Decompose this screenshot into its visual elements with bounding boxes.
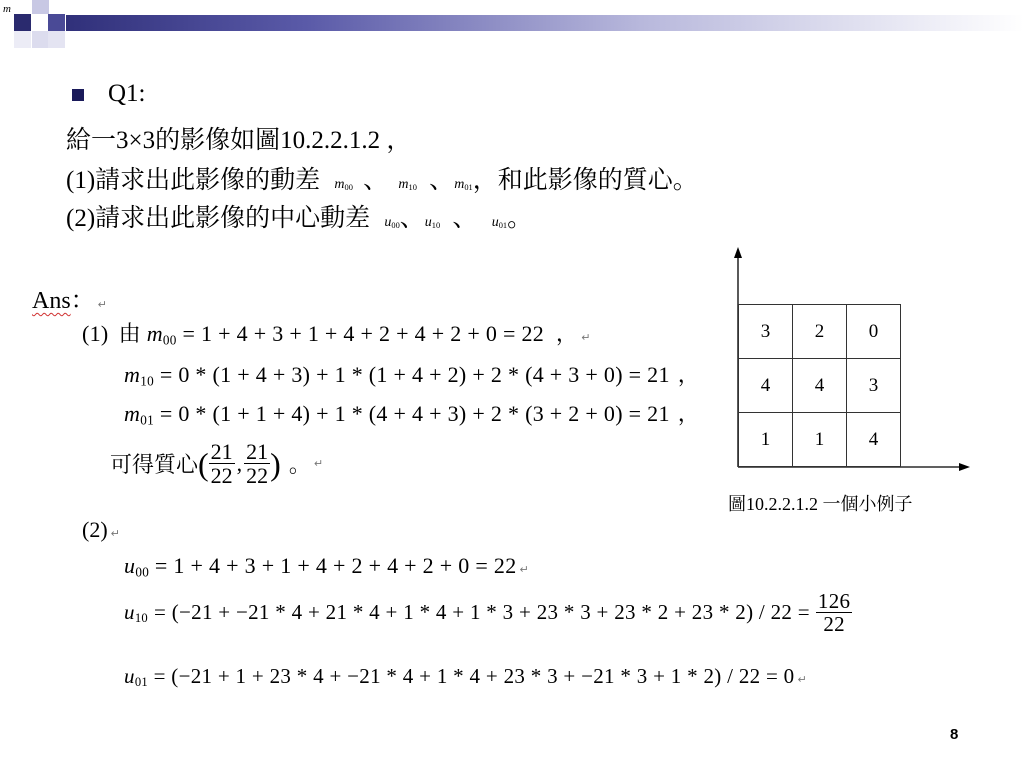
equation-m01: $m_{01} = 0 * (1 + 1 + 4) + 1 * (4 + 4 + 3) + 2 * (3 + 2 + 0) = 21$ ， [124,401,701,428]
equation-u00: $u_{00} = 1 + 4 + 3 + 1 + 4 + 2 + 4 + 2 + 0 = 22$ ↵ [124,553,530,580]
deco-square-faint [14,31,31,48]
figure-caption: 圖10.2.2.1.2 一個小例子 [728,494,913,514]
grid-cell: 0 [847,305,901,359]
grid-cell: 3 [739,305,793,359]
grid-cell: 4 [739,359,793,413]
deco-square-pale [32,31,49,48]
grid-cell: 1 [739,413,793,467]
grid-row [739,305,901,359]
grid-cell: 1 [793,413,847,467]
question-title: Q1: [108,80,146,107]
grid-cell: 2 [793,305,847,359]
equation-m10: $m_{10} = 0 * (1 + 4 + 3) + 1 * (1 + 4 + 2) + 2 * (4 + 3 + 0) = 21$ ， [124,362,701,389]
part2-label: (2) ↵ [82,517,120,542]
deco-square-faint2 [48,31,65,48]
centroid-line: 可得質心 ( $\frac{21}{22}$ , $\frac{21}{22}$ ) 。 ↵ [110,439,324,489]
question-line-2: (1)請求出此影像的動差 $m_{00}$ 、 $m_{10}$ 、$m_{01}$，和此影像的質心。 [66,167,698,194]
header-decoration [0,0,1024,60]
question-line-1: 給一3×3的影像如圖10.2.2.1.2 ， [66,127,412,154]
equation-u01: $u_{01} = (-21 + 1 + 23 * 4 + -21 * 4 + 1 * 4 + 23 * 3 + -21 * 3 + 1 * 2) / 22 = 0$ ↵ [124,664,807,690]
equation-u10: $u_{10}$ = (−21 + −21 * 4 + 21 * 4 + 1 * 4 + 1 * 3 + 23 * 3 + 23 * 2 + 23 * 2) / 22 = $\frac{126}{22}$ [124,589,851,637]
bullet-icon [72,89,84,101]
header-gradient-bar [66,15,1024,31]
answer-label: Ans： ↵ [32,288,107,314]
deco-square-dark [14,14,31,31]
deco-square-mid [48,14,65,31]
corner-symbol: m [3,3,11,15]
grid-cell: 4 [847,413,901,467]
grid-row [739,413,901,467]
equation-m00: (1) 由 $m_{00} = 1 + 4 + 3 + 1 + 4 + 2 + 4 + 2 + 0 = 22$ ， ↵ [82,321,591,348]
grid-row [739,359,901,413]
image-grid [738,304,901,467]
deco-square-light [32,0,49,14]
grid-cell: 4 [793,359,847,413]
grid-cell: 3 [847,359,901,413]
page-number: 8 [950,726,959,743]
question-line-3: (2)請求出此影像的中心動差 $u_{00}$、$u_{10}$ 、 $u_{01}$。 [66,205,533,232]
